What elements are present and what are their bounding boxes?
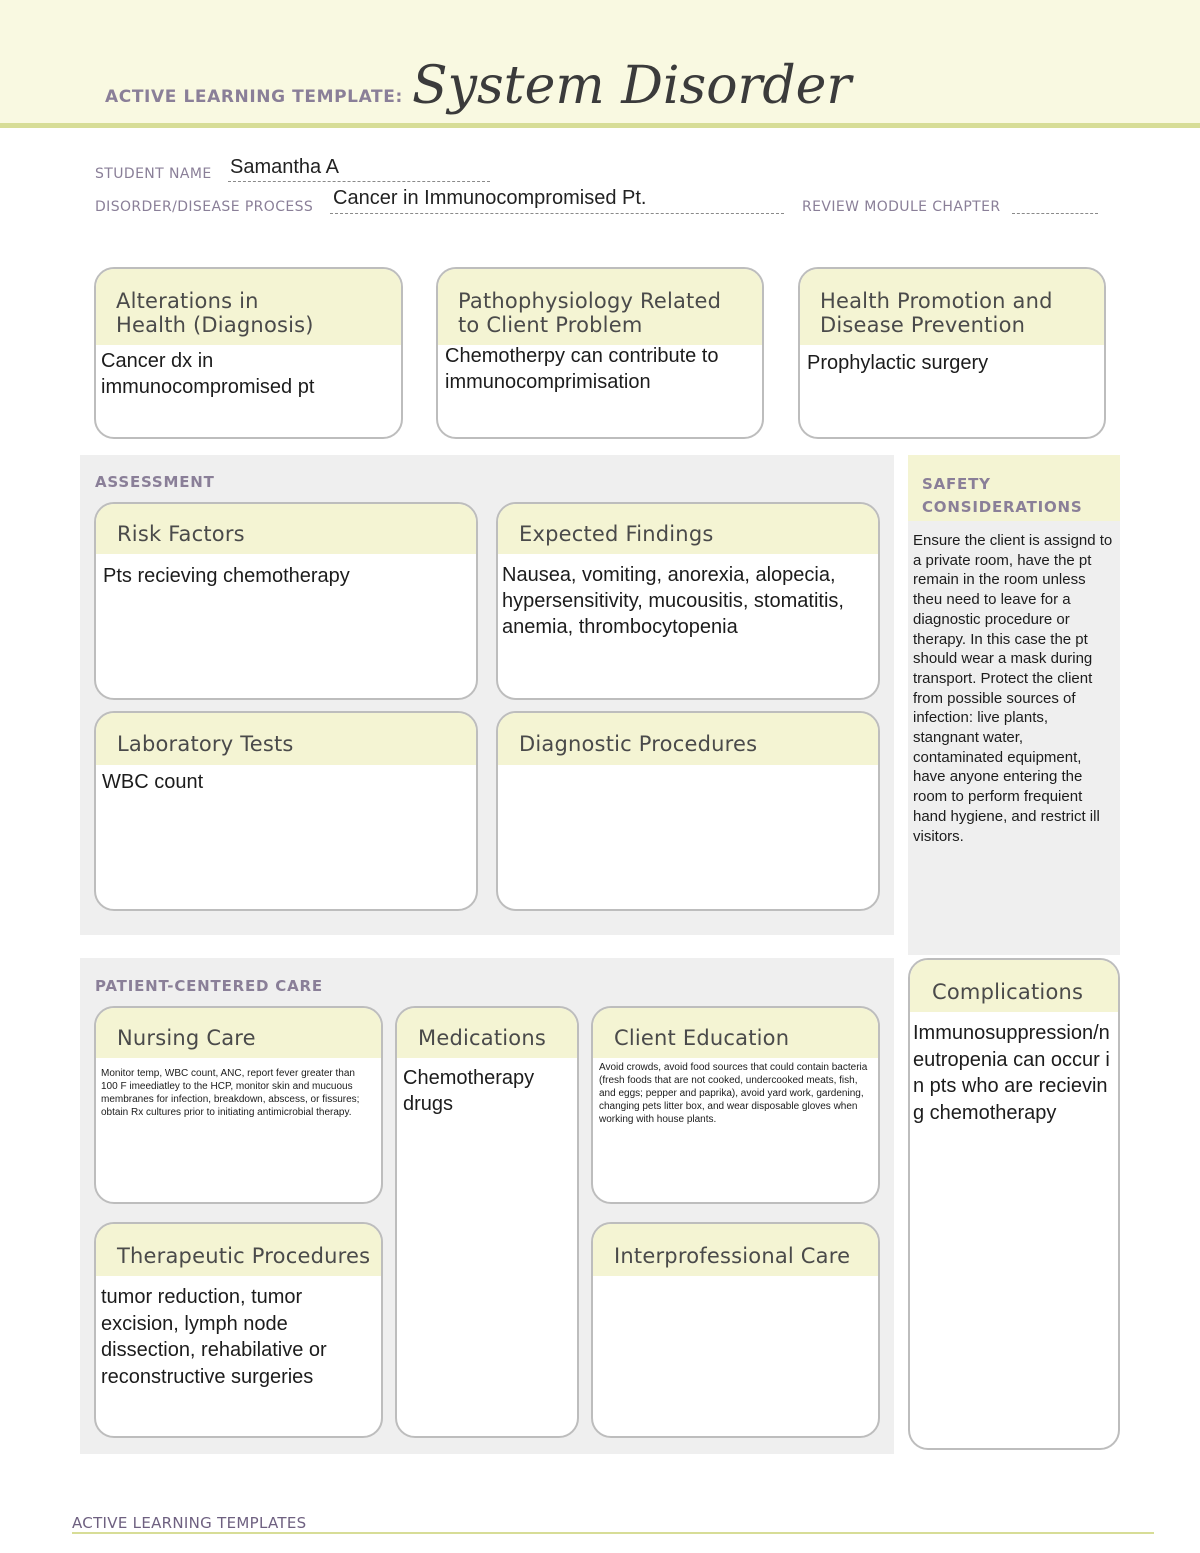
alterations-box: [94, 267, 403, 439]
safety-title-line2: CONSIDERATIONS: [922, 498, 1083, 516]
student-name-label: STUDENT NAME: [95, 166, 212, 182]
health-promotion-header: [800, 269, 1104, 345]
client-education-header: [593, 1008, 878, 1058]
complications-box: [908, 958, 1120, 1450]
pathophysiology-body[interactable]: Chemotherpy can contribute to immunocomprimisation: [445, 345, 719, 393]
interprofessional-care-title: Interprofessional Care: [614, 1244, 851, 1268]
patient-centered-care-title: PATIENT-CENTERED CARE: [95, 977, 323, 995]
diagnostic-procedures-header: [498, 713, 878, 765]
complications-body[interactable]: Immunosuppression/neutropenia can occur in pts who are recieving chemotherapy: [913, 1022, 1110, 1124]
client-education-body[interactable]: Avoid crowds, avoid food sources that could contain bacteria (fresh foods that are not cooked, undercooked meats, fish, and eggs; pepper and paprika), avoid yard work, gardening, changing pets litter box, and wear disposable gloves when working with house plants.: [599, 1062, 868, 1125]
risk-factors-body[interactable]: Pts recieving chemotherapy: [103, 565, 350, 587]
header-rule: [0, 123, 1200, 128]
complications-title: Complications: [932, 980, 1084, 1004]
interprofessional-care-body[interactable]: [593, 1276, 878, 1284]
therapeutic-procedures-header: [96, 1224, 381, 1276]
laboratory-tests-body[interactable]: WBC count: [102, 771, 204, 793]
medications-title: Medications: [418, 1026, 546, 1050]
safety-title: [922, 473, 1083, 519]
alterations-title-line1: Alterations in: [116, 289, 259, 313]
alterations-body[interactable]: Cancer dx in immunocompromised pt: [101, 350, 315, 398]
risk-factors-title: Risk Factors: [117, 522, 245, 546]
disorder-label: DISORDER/DISEASE PROCESS: [95, 199, 314, 215]
alterations-header: [96, 269, 401, 345]
health-promotion-title-line1: Health Promotion and: [820, 289, 1053, 313]
risk-factors-header: [96, 504, 476, 554]
laboratory-tests-title: Laboratory Tests: [117, 732, 294, 756]
expected-findings-header: [498, 504, 878, 554]
therapeutic-procedures-box: [94, 1222, 383, 1438]
interprofessional-care-box: [591, 1222, 880, 1438]
laboratory-tests-box: [94, 711, 478, 911]
student-name-value[interactable]: Samantha A: [230, 156, 339, 178]
nursing-care-box: [94, 1006, 383, 1204]
review-chapter-label: REVIEW MODULE CHAPTER: [802, 199, 1001, 215]
expected-findings-box: [496, 502, 880, 700]
therapeutic-procedures-title: Therapeutic Procedures: [117, 1244, 371, 1268]
laboratory-tests-header: [96, 713, 476, 765]
diagnostic-procedures-body[interactable]: [498, 765, 878, 769]
expected-findings-body[interactable]: Nausea, vomiting, anorexia, alopecia, hypersensitivity, mucousitis, stomatitis, anemia, thrombocytopenia: [502, 564, 844, 638]
health-promotion-body[interactable]: Prophylactic surgery: [807, 352, 989, 374]
template-title: System Disorder: [412, 56, 852, 116]
risk-factors-box: [94, 502, 478, 700]
client-education-box: [591, 1006, 880, 1204]
footer-rule: [72, 1532, 1154, 1534]
disorder-value[interactable]: Cancer in Immunocompromised Pt.: [333, 187, 647, 209]
nursing-care-header: [96, 1008, 381, 1058]
health-promotion-box: [798, 267, 1106, 439]
safety-title-line1: SAFETY: [922, 475, 991, 493]
nursing-care-body[interactable]: Monitor temp, WBC count, ANC, report fever greater than 100 F imeediatley to the HCP, monitor skin and mucuous membranes for infection, breakdown, abscess, or fissures; obtain Rx cultures prior to initiating antimicrobial therapy.: [101, 1068, 360, 1118]
student-name-line: [228, 181, 490, 182]
template-label: ACTIVE LEARNING TEMPLATE:: [105, 87, 403, 107]
medications-body[interactable]: Chemotherapy drugs: [403, 1067, 535, 1115]
interprofessional-care-header: [593, 1224, 878, 1276]
nursing-care-title: Nursing Care: [117, 1026, 256, 1050]
expected-findings-title: Expected Findings: [519, 522, 714, 546]
review-chapter-line: [1012, 213, 1098, 214]
complications-header: [910, 960, 1118, 1012]
assessment-title: ASSESSMENT: [95, 473, 215, 491]
therapeutic-procedures-body[interactable]: tumor reduction, tumor excision, lymph node dissection, rehabilative or reconstructive surgeries: [101, 1286, 327, 1388]
pathophysiology-title-line2: to Client Problem: [458, 313, 643, 337]
pathophysiology-title-line1: Pathophysiology Related: [458, 289, 722, 313]
medications-header: [397, 1008, 577, 1058]
footer-label: ACTIVE LEARNING TEMPLATES: [72, 1514, 307, 1532]
client-education-title: Client Education: [614, 1026, 790, 1050]
health-promotion-title-line2: Disease Prevention: [820, 313, 1026, 337]
pathophysiology-box: [436, 267, 764, 439]
alterations-title-line2: Health (Diagnosis): [116, 313, 314, 337]
safety-body[interactable]: Ensure the client is assignd to a private room, have the pt remain in the room unless theu need to leave for a diagnostic procedure or therapy. In this case the pt should wear a mask during transport. Protect the client from possible sources of infection: live plants, stangnant water, contaminated equipment, have anyone entering the room to perform frequient hand hygiene, and restrict ill visitors.: [913, 532, 1113, 845]
medications-box: [395, 1006, 579, 1438]
diagnostic-procedures-title: Diagnostic Procedures: [519, 732, 758, 756]
disorder-line: [330, 213, 784, 214]
diagnostic-procedures-box: [496, 711, 880, 911]
pathophysiology-header: [438, 269, 762, 345]
